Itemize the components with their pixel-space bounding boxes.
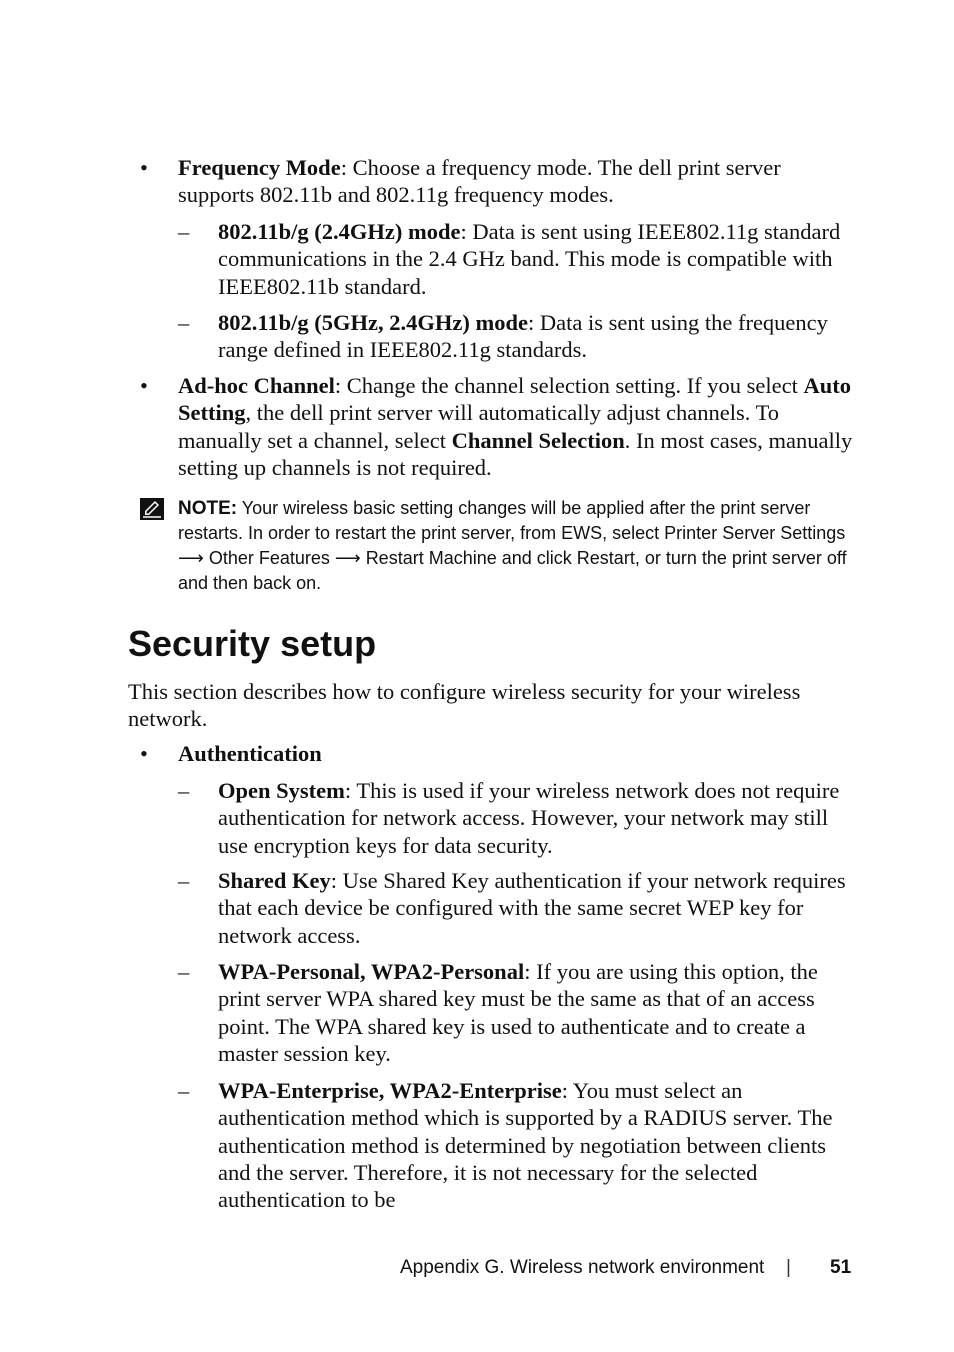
term-adhoc-channel: Ad-hoc Channel (178, 373, 335, 398)
footer-chapter: Appendix G. Wireless network environment (400, 1257, 765, 1278)
frequency-mode-text (178, 154, 854, 209)
subitem-text (218, 1077, 854, 1213)
page-number: 51 (830, 1257, 852, 1278)
dash-mark: – (178, 1078, 190, 1103)
note-desc-2: and click (496, 548, 577, 568)
adhoc-desc-2: , the dell print server will automatically adjust channels. To manually set a channel, select (178, 400, 779, 453)
authentication-text (178, 740, 854, 767)
section-title: Security setup (128, 623, 377, 664)
dash-mark: – (178, 959, 190, 984)
desc-5ghz-mode: : Data is sent using the frequency range defined in IEEE802.11g standards. (218, 310, 828, 363)
desc-open-system: : This is used if your wireless network does not require authentication for network access. However, your network may still use encryption keys for data security. (218, 778, 840, 858)
menu-arrow: ⟶ (178, 548, 209, 568)
term-24ghz-mode: 802.11b/g (2.4GHz) mode (218, 219, 461, 244)
menu-restart: Restart (576, 548, 635, 568)
term-authentication: Authentication (178, 741, 322, 766)
term-wpa-personal: WPA-Personal, WPA2-Personal (218, 959, 525, 984)
menu-printer-server-settings: Printer Server Settings (664, 523, 846, 543)
subitem-text (218, 777, 854, 859)
section-intro: This section describes how to configure wireless security for your wireless network. (128, 679, 801, 732)
term-channel-selection: Channel Selection (451, 427, 625, 453)
note-text (178, 496, 858, 596)
note-desc-1: Your wireless basic setting changes will be applied after the print server restarts. In order to restart the print server, from EWS, select (178, 498, 811, 543)
dash-mark: – (178, 219, 190, 244)
note-pencil-icon (140, 498, 164, 520)
term-frequency-mode: Frequency Mode (178, 155, 341, 180)
term-open-system: Open System (218, 778, 345, 803)
desc-24ghz-mode: : Data is sent using IEEE802.11g standard communications in the 2.4 GHz band. This mode is compatible with IEEE802.11b standard. (218, 219, 841, 299)
frequency-mode-desc: : Choose a frequency mode. The dell print server supports 802.11b and 802.11g frequency modes. (178, 155, 781, 208)
desc-wpa-enterprise: : You must select an authentication method which is supported by a RADIUS server. The authentication method is determined by negotiation between clients and the server. Therefore, it is not necessary for the selected authentication to be (218, 1078, 833, 1213)
term-5ghz-mode: 802.11b/g (5GHz, 2.4GHz) mode (218, 310, 528, 335)
note-label: NOTE: (178, 498, 238, 519)
subitem-text (218, 218, 854, 300)
menu-arrow: ⟶ (329, 548, 366, 568)
dash-mark: – (178, 310, 190, 335)
subitem-text (218, 867, 854, 949)
term-wpa-enterprise: WPA-Enterprise, WPA2-Enterprise (218, 1078, 562, 1103)
adhoc-desc-1: : Change the channel selection setting. If you select (334, 373, 804, 398)
dash-mark: – (178, 778, 190, 803)
term-shared-key: Shared Key (218, 868, 331, 893)
term-auto-setting: Auto Setting (178, 373, 852, 426)
subitem-text (218, 958, 854, 1067)
bullet-mark: • (140, 155, 148, 180)
subitem-text (218, 309, 854, 364)
adhoc-channel-text (178, 372, 854, 481)
footer-separator: | (786, 1257, 791, 1278)
bullet-mark: • (140, 741, 148, 766)
note-desc-3: , or turn the print server off and then back on. (178, 548, 847, 593)
bullet-mark: • (140, 373, 148, 398)
adhoc-desc-3: . In most cases, manually setting up channels is not required. (178, 427, 853, 480)
desc-wpa-personal: : If you are using this option, the print server WPA shared key must be the same as that of an access point. The WPA shared key is used to authenticate and to create a master session key. (218, 959, 818, 1066)
desc-shared-key: : Use Shared Key authentication if your network requires that each device be configured with the same secret WEP key for network access. (218, 868, 846, 948)
dash-mark: – (178, 868, 190, 893)
menu-restart-machine: Restart Machine (365, 548, 497, 568)
menu-other-features: Other Features (208, 548, 330, 568)
